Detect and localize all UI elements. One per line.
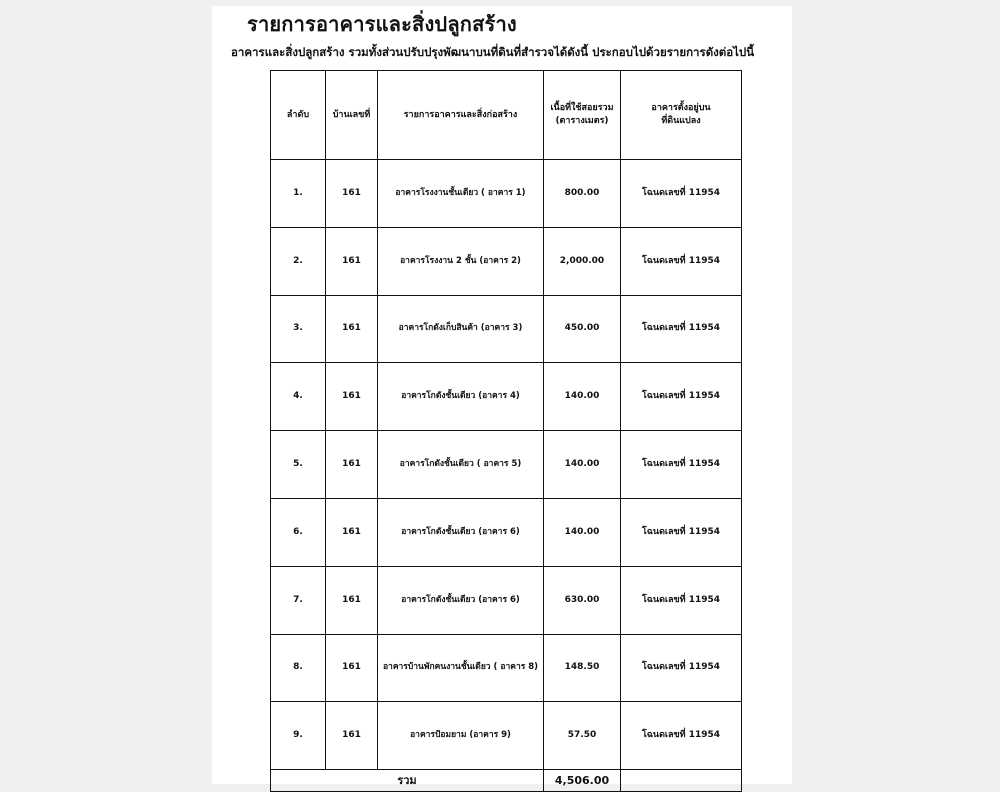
total-value: 4,506.00 [544,770,621,792]
row-location: โฉนดเลขที่ 11954 [621,498,742,566]
row-no: 7. [271,566,326,634]
header-location [621,71,742,160]
row-item: อาคารโกดังชั้นเดียว (อาคาร 6) [378,498,544,566]
table-row [271,634,742,702]
total-empty-cell [621,770,742,792]
row-house-no: 161 [326,227,378,295]
row-item: อาคารบ้านพักคนงานชั้นเดียว ( อาคาร 8) [378,634,544,702]
row-no: 1. [271,160,326,228]
header-location-line2: ที่ดินแปลง [661,116,701,126]
row-location: โฉนดเลขที่ 11954 [621,295,742,363]
row-location: โฉนดเลขที่ 11954 [621,634,742,702]
header-item: รายการอาคารและสิ่งก่อสร้าง [378,71,544,160]
row-item: อาคารโกดังชั้นเดียว (อาคาร 6) [378,566,544,634]
row-item: อาคารโรงงาน 2 ชั้น (อาคาร 2) [378,227,544,295]
table-row [271,227,742,295]
row-house-no: 161 [326,702,378,770]
row-item: อาคารป้อมยาม (อาคาร 9) [378,702,544,770]
row-area: 800.00 [544,160,621,228]
table-header-row [271,71,742,160]
table-row [271,363,742,431]
header-area [544,71,621,160]
row-house-no: 161 [326,160,378,228]
table-row [271,431,742,499]
row-area: 57.50 [544,702,621,770]
row-no: 8. [271,634,326,702]
row-house-no: 161 [326,295,378,363]
header-house-no: บ้านเลขที่ [326,71,378,160]
header-location-line1: อาคารตั้งอยู่บน [651,103,711,113]
row-location: โฉนดเลขที่ 11954 [621,566,742,634]
row-area: 140.00 [544,431,621,499]
row-location: โฉนดเลขที่ 11954 [621,227,742,295]
row-location: โฉนดเลขที่ 11954 [621,363,742,431]
table-row [271,566,742,634]
table-row [271,702,742,770]
row-area: 2,000.00 [544,227,621,295]
row-house-no: 161 [326,566,378,634]
row-no: 4. [271,363,326,431]
row-house-no: 161 [326,498,378,566]
row-item: อาคารโกดังเก็บสินค้า (อาคาร 3) [378,295,544,363]
document-subtitle: อาคารและสิ่งปลูกสร้าง รวมทั้งส่วนปรับปรุงพัฒนาบนที่ดินที่สำรวจได้ดังนี้ ประกอบไปด้วยรายการดังต่อไปนี้ [231,45,755,59]
table-row [271,160,742,228]
row-location: โฉนดเลขที่ 11954 [621,702,742,770]
row-house-no: 161 [326,634,378,702]
total-label: รวม [271,770,544,792]
row-no: 2. [271,227,326,295]
header-area-line2: (ตารางเมตร) [555,116,609,126]
row-area: 140.00 [544,498,621,566]
row-location: โฉนดเลขที่ 11954 [621,160,742,228]
row-area: 630.00 [544,566,621,634]
row-item: อาคารโกดังชั้นเดียว (อาคาร 4) [378,363,544,431]
row-no: 9. [271,702,326,770]
header-no: ลำดับ [271,71,326,160]
buildings-table [270,70,742,792]
table-row [271,295,742,363]
row-item: อาคารโรงงานชั้นเดียว ( อาคาร 1) [378,160,544,228]
row-area: 140.00 [544,363,621,431]
row-location: โฉนดเลขที่ 11954 [621,431,742,499]
row-house-no: 161 [326,431,378,499]
row-house-no: 161 [326,363,378,431]
row-item: อาคารโกดังชั้นเดียว ( อาคาร 5) [378,431,544,499]
table-row [271,498,742,566]
row-area: 450.00 [544,295,621,363]
row-area: 148.50 [544,634,621,702]
row-no: 6. [271,498,326,566]
row-no: 3. [271,295,326,363]
header-area-line1: เนื้อที่ใช้สอยรวม [550,103,614,113]
document-title: รายการอาคารและสิ่งปลูกสร้าง [247,12,517,36]
row-no: 5. [271,431,326,499]
total-row [271,770,742,792]
